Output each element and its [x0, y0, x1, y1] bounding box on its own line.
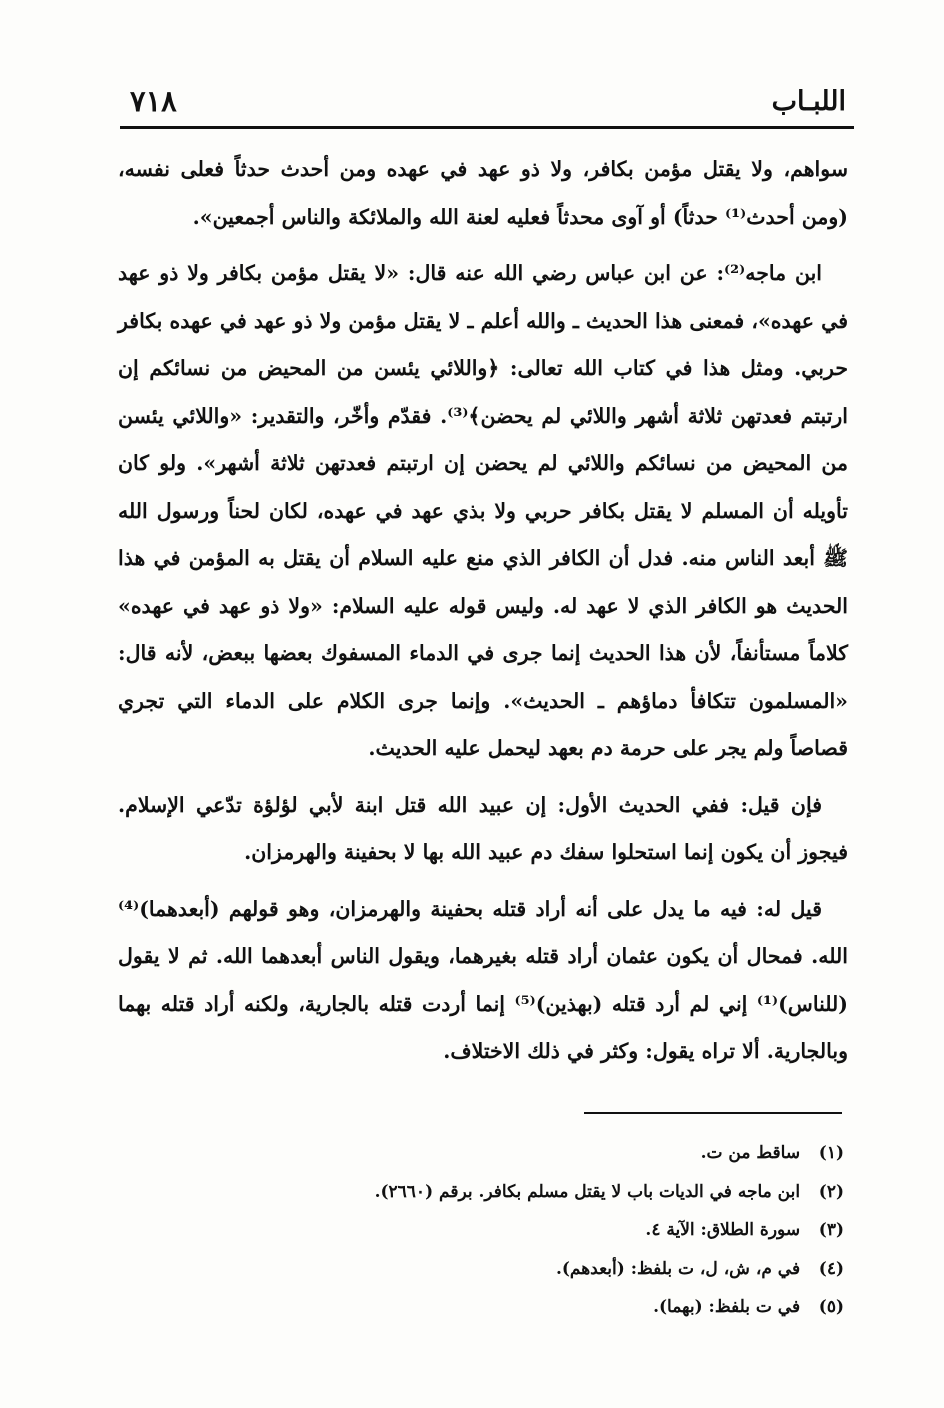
running-title: اللبـاب	[771, 86, 846, 117]
page-header	[120, 84, 854, 128]
paragraph: ابن ماجه⁽²⁾: عن ابن عباس رضي الله عنه قال: «لا يقتل مؤمن بكافر ولا ذو عهد في عهده»، فمعنى هذا الحديث ـ والله أعلم ـ لا يقتل مؤمن ولا ذو عهد في عهده بكافر حربي. ومثل هذا في كتاب الله تعالى: ﴿واللائي يئسن من المحيض من نسائكم إن ارتبتم فعدتهن ثلاثة أشهر واللائي لم يحضن﴾⁽³⁾. فقدّم وأخّر، والتقدير: «واللائي يئسن من المحيض من نسائكم واللائي لم يحضن إن ارتبتم فعدتهن ثلاثة أشهر». ولو كان تأويله أن المسلم لا يقتل بكافر حربي ولا بذي عهد في عهده، لكان لحناً ورسول الله ﷺ أبعد الناس منه. فدل أن الكافر الذي منع عليه السلام أن يقتل به المؤمن في هذا الحديث هو الكافر الذي لا عهد له. وليس قوله عليه السلام: «ولا ذو عهد في عهده» كلاماً مستأنفاً، لأن هذا الحديث إنما جرى في الدماء المسفوك بعضها ببعض، لأنه قال: «المسلمون تتكافأ دماؤهم ـ الحديث». وإنما جرى الكلام على الدماء التي تجري قصاصاً ولم يجر على حرمة دم بعهد ليحمل عليه الحديث.	[118, 261, 848, 760]
footnote-text: في ت بلفظ: (بهما).	[653, 1297, 801, 1317]
footnote	[120, 1250, 844, 1289]
footnote	[120, 1288, 844, 1327]
footnote-rule	[584, 1112, 842, 1114]
page-number: ٧١٨	[130, 84, 177, 118]
footnote-number: (٥)	[818, 1297, 844, 1317]
header-rule	[120, 126, 854, 129]
footnote	[120, 1211, 844, 1250]
footnote-number: (٢)	[818, 1181, 844, 1202]
paragraph: فإن قيل: ففي الحديث الأول: إن عبيد الله قتل ابنة لأبي لؤلؤة تدّعي الإسلام. فيجوز أن يكون إنما استحلوا سفك دم عبيد الله بها لا بحفينة والهرمزان.	[118, 792, 848, 864]
main-text	[118, 146, 848, 1085]
footnote	[120, 1134, 844, 1173]
footnote-number: (٣)	[818, 1220, 844, 1240]
paragraph: قيل له: فيه ما يدل على أنه أراد قتله بحفينة والهرمزان، وهو قولهم (أبعدهما)⁽⁴⁾ الله. فمحال أن يكون عثمان أراد قتله بغيرهما، ويقول الناس أبعدهما الله. ثم لا يقول (للناس)⁽¹⁾ إني لم أرد قتله (بهذين)⁽⁵⁾ إنما أردت قتله بالجارية، ولكنه أراد قتله بهما وبالجارية. ألا تراه يقول: وكثر في ذلك الاختلاف.	[118, 896, 848, 1063]
footnote-text: في م، ش، ل، ت بلفظ: (أبعدهم).	[555, 1258, 801, 1279]
footnote-number: (١)	[818, 1143, 844, 1163]
footnote-text: سورة الطلاق: الآية ٤.	[645, 1220, 801, 1240]
footnotes	[120, 1134, 844, 1327]
footnote	[120, 1173, 844, 1212]
footnote-number: (٤)	[818, 1258, 844, 1279]
paragraph: سواهم، ولا يقتل مؤمن بكافر، ولا ذو عهد في عهده ومن أحدث حدثاً فعلى نفسه، (ومن أحدث⁽¹⁾ حدثاً) أو آوى محدثاً فعليه لعنة الله والملائكة والناس أجمعين».	[118, 157, 848, 229]
footnote-text: ابن ماجه في الديات باب لا يقتل مسلم بكافر. برقم (٢٦٦٠).	[374, 1181, 801, 1202]
footnote-text: ساقط من ت.	[700, 1143, 801, 1163]
